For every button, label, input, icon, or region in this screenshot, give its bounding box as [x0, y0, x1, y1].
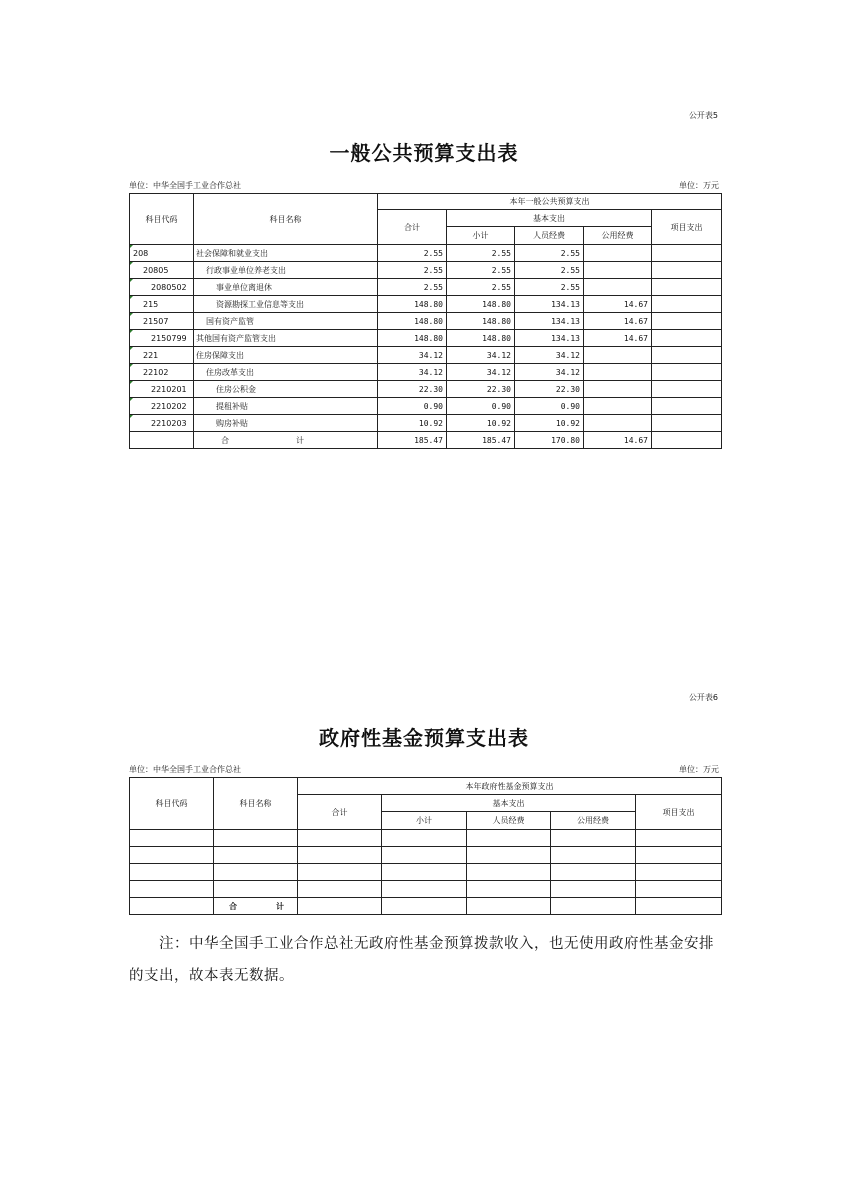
table5-cell-project: [652, 398, 722, 415]
table5-cell-subtotal: 34.12: [447, 347, 515, 364]
table5-total-label: [194, 432, 378, 449]
table6-unit-row: [129, 764, 719, 775]
table5-cell-personnel: 0.90: [515, 398, 584, 415]
table5-cell-code: 2210202: [130, 398, 194, 415]
table6-header-group: 本年政府性基金预算支出: [298, 778, 722, 795]
table6-tag: 公开表6: [688, 693, 718, 702]
table5-cell-total: 148.80: [378, 313, 447, 330]
table5-cell-personnel: 2.55: [515, 279, 584, 296]
table5-cell-personnel: 2.55: [515, 245, 584, 262]
table5-cell-code: 221: [130, 347, 194, 364]
table6-unit-currency: 单位：万元: [679, 765, 719, 774]
table5-cell-public: 14.67: [584, 330, 652, 347]
table5-cell-project: [652, 313, 722, 330]
table5-cell-personnel: 22.30: [515, 381, 584, 398]
table5-cell-personnel: 10.92: [515, 415, 584, 432]
table5-cell-project: [652, 415, 722, 432]
table5-cell-subtotal: 2.55: [447, 262, 515, 279]
table5-cell-personnel: 34.12: [515, 364, 584, 381]
table5-cell-code: 20805: [130, 262, 194, 279]
table5-cell-code: 2210201: [130, 381, 194, 398]
table5-header-code: 科目代码: [130, 194, 194, 245]
table5-title: 一般公共预算支出表: [329, 141, 519, 165]
table6-header-personnel: 人员经费: [467, 812, 551, 830]
table5-row: [130, 398, 722, 415]
table5-cell-subtotal: 10.92: [447, 415, 515, 432]
table6-total-code: [130, 898, 214, 915]
table5-total-row: [130, 432, 722, 449]
table5-cell-total: 2.55: [378, 245, 447, 262]
table5-cell-subtotal: 0.90: [447, 398, 515, 415]
table5-cell-code: 215: [130, 296, 194, 313]
table5-cell-project: [652, 330, 722, 347]
table6-note: 注：中华全国手工业合作总社无政府性基金预算拨款收入，也无使用政府性基金安排的支出，故本表无数据。: [129, 936, 714, 984]
table5-cell-personnel: 34.12: [515, 347, 584, 364]
table5-cell-total: 22.30: [378, 381, 447, 398]
table5-cell-personnel: 134.13: [515, 330, 584, 347]
table5-header-basic: 基本支出: [447, 210, 652, 227]
table5-cell-total: 34.12: [378, 347, 447, 364]
table5-cell-name: 国有资产监管: [194, 313, 378, 330]
table5-cell-code: 208: [130, 245, 194, 262]
table5-cell-name: 住房改革支出: [194, 364, 378, 381]
table5-row: [130, 313, 722, 330]
table5-total-project: [652, 432, 722, 449]
table5-cell-public: [584, 279, 652, 296]
table5-cell-project: [652, 381, 722, 398]
table5-row: [130, 279, 722, 296]
table5-tag: 公开表5: [688, 111, 718, 120]
table5-total-code: [130, 432, 194, 449]
table5-cell-code: 22102: [130, 364, 194, 381]
table5-row: [130, 245, 722, 262]
table5-cell-project: [652, 262, 722, 279]
table5-row: [130, 381, 722, 398]
table5-header-project: 项目支出: [652, 210, 722, 245]
table5-cell-project: [652, 296, 722, 313]
table5-total-personnel: 170.80: [515, 432, 584, 449]
table5-cell-code: 2080502: [130, 279, 194, 296]
table6-total-row: [130, 898, 722, 915]
table6-header-code: 科目代码: [130, 778, 214, 830]
table5-cell-total: 34.12: [378, 364, 447, 381]
table5-unit-org: 单位：中华全国手工业合作总社: [129, 181, 241, 190]
table5-cell-public: [584, 347, 652, 364]
table5-cell-name: 其他国有资产监管支出: [194, 330, 378, 347]
table5-total-total: 185.47: [378, 432, 447, 449]
table5-cell-public: [584, 415, 652, 432]
table5-cell-subtotal: 2.55: [447, 279, 515, 296]
table5-row: [130, 296, 722, 313]
table5-cell-total: 0.90: [378, 398, 447, 415]
table5-cell-name: 社会保障和就业支出: [194, 245, 378, 262]
table5-header-personnel: 人员经费: [515, 227, 584, 245]
table6-empty-row: [130, 830, 722, 847]
table5-cell-name: 住房保障支出: [194, 347, 378, 364]
table5-cell-project: [652, 245, 722, 262]
table5-cell-subtotal: 2.55: [447, 245, 515, 262]
table6-empty-row: [130, 864, 722, 881]
table5-cell-personnel: 2.55: [515, 262, 584, 279]
table5-total-subtotal: 185.47: [447, 432, 515, 449]
table6-header-basic: 基本支出: [382, 795, 636, 812]
table5-cell-project: [652, 364, 722, 381]
table5-cell-name: 提租补贴: [194, 398, 378, 415]
table5-total-label-a: 合: [221, 435, 229, 445]
table5-cell-code: 2210203: [130, 415, 194, 432]
table6-unit-org: 单位：中华全国手工业合作总社: [129, 765, 241, 774]
table5-cell-project: [652, 347, 722, 364]
table5-cell-personnel: 134.13: [515, 313, 584, 330]
table6-header-project: 项目支出: [636, 795, 722, 830]
table5-row: [130, 347, 722, 364]
table5-header-name: 科目名称: [194, 194, 378, 245]
table5-row: [130, 415, 722, 432]
table5-cell-name: 资源勘探工业信息等支出: [194, 296, 378, 313]
table6-total-label-b: 计: [276, 901, 284, 911]
table5-cell-project: [652, 279, 722, 296]
table6-empty-row: [130, 881, 722, 898]
table5-cell-name: 行政事业单位养老支出: [194, 262, 378, 279]
table5-cell-public: 14.67: [584, 313, 652, 330]
table5-cell-total: 2.55: [378, 279, 447, 296]
table5-cell-public: [584, 245, 652, 262]
table5-cell-public: [584, 262, 652, 279]
table6-header-total: 合计: [298, 795, 382, 830]
table6-title: 政府性基金预算支出表: [319, 726, 529, 750]
table5-header-total: 合计: [378, 210, 447, 245]
table5-cell-total: 10.92: [378, 415, 447, 432]
table6-header-subtotal: 小计: [382, 812, 467, 830]
table5-cell-subtotal: 148.80: [447, 313, 515, 330]
table5-header-group: 本年一般公共预算支出: [378, 194, 722, 210]
table5-cell-code: 21507: [130, 313, 194, 330]
table6-empty-row: [130, 847, 722, 864]
table5-cell-public: [584, 381, 652, 398]
table5-cell-total: 148.80: [378, 296, 447, 313]
table5-cell-code: 2150799: [130, 330, 194, 347]
table5-total-label-b: 计: [296, 435, 304, 445]
table5-cell-name: 住房公积金: [194, 381, 378, 398]
table6-header-public: 公用经费: [551, 812, 636, 830]
table5-cell-subtotal: 22.30: [447, 381, 515, 398]
table5-header-subtotal: 小计: [447, 227, 515, 245]
table5-cell-subtotal: 148.80: [447, 296, 515, 313]
table5-cell-personnel: 134.13: [515, 296, 584, 313]
table6-total-label: [214, 898, 298, 915]
table5-unit-row: [129, 180, 719, 191]
table6-total-label-a: 合: [229, 901, 237, 911]
table5-unit-currency: 单位：万元: [679, 181, 719, 190]
table5: [129, 193, 722, 449]
table5-header-public: 公用经费: [584, 227, 652, 245]
table5-cell-name: 购房补贴: [194, 415, 378, 432]
table6-header-name: 科目名称: [214, 778, 298, 830]
table5-row: [130, 262, 722, 279]
table6: [129, 777, 722, 915]
table5-cell-name: 事业单位离退休: [194, 279, 378, 296]
table5-cell-subtotal: 34.12: [447, 364, 515, 381]
table5-cell-total: 2.55: [378, 262, 447, 279]
table5-body: [130, 245, 722, 432]
table5-row: [130, 330, 722, 347]
table5-cell-public: [584, 398, 652, 415]
table5-total-public: 14.67: [584, 432, 652, 449]
table5-row: [130, 364, 722, 381]
table5-cell-public: 14.67: [584, 296, 652, 313]
table5-cell-total: 148.80: [378, 330, 447, 347]
table5-cell-subtotal: 148.80: [447, 330, 515, 347]
table5-cell-public: [584, 364, 652, 381]
